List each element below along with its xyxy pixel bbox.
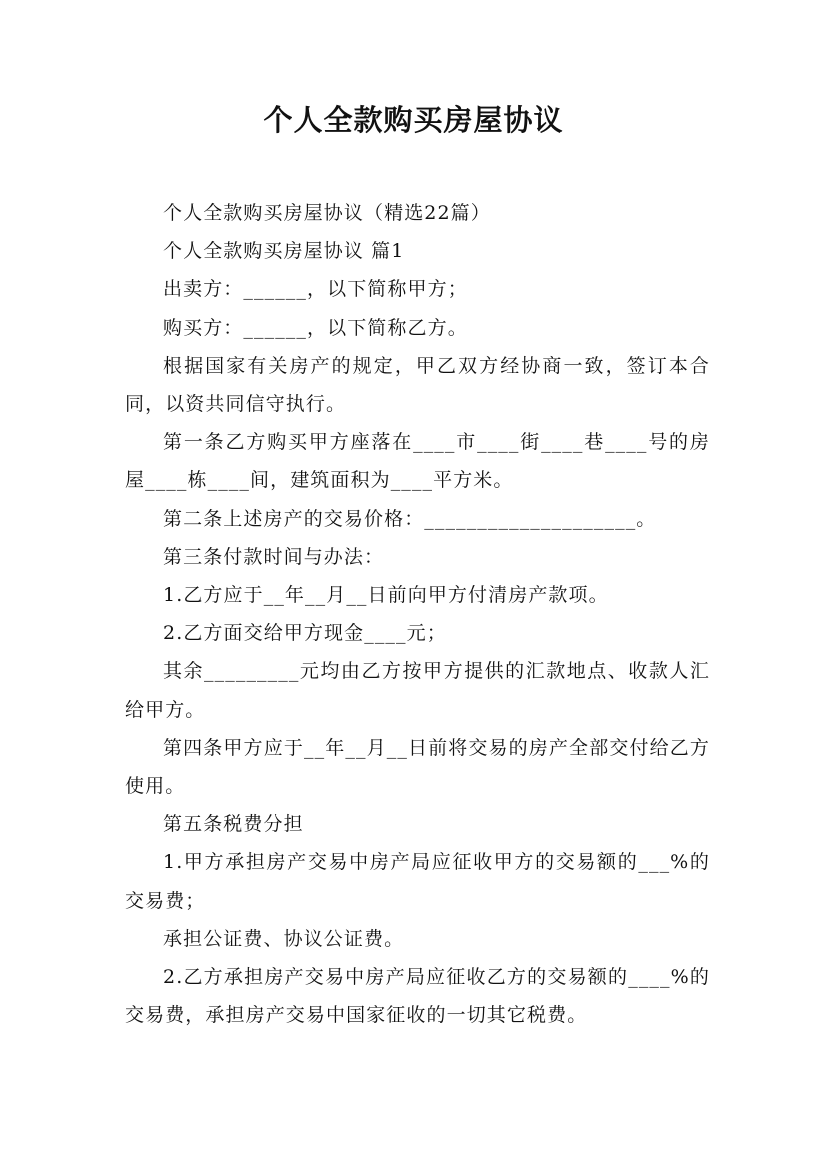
paragraph-section-heading: 个人全款购买房屋协议 篇1	[163, 240, 405, 263]
paragraph-preamble: 根据国家有关房产的规定，甲乙双方经协商一致，签订本合同，以资共同信守执行。	[125, 354, 710, 416]
paragraph-article-3-item-2: 2.乙方面交给甲方现金____元；	[163, 622, 447, 645]
document-title: 个人全款购买房屋协议	[263, 103, 564, 137]
paragraph-subtitle: 个人全款购买房屋协议（精选22篇）	[163, 202, 491, 224]
paragraph-article-5: 第五条税费分担	[163, 813, 304, 836]
paragraph-article-3: 第三条付款时间与办法：	[163, 545, 385, 568]
paragraph-article-5-item-1: 1.甲方承担房产交易中房产局应征收甲方的交易额的___%的交易费；	[125, 851, 710, 912]
paragraph-article-2: 第二条上述房产的交易价格：____________________。	[163, 507, 657, 530]
paragraph-article-3-item-1: 1.乙方应于__年__月__日前向甲方付清房产款项。	[163, 584, 609, 607]
paragraph-article-4: 第四条甲方应于__年__月__日前将交易的房产全部交付给乙方使用。	[125, 736, 710, 798]
paragraph-article-5-item-2: 2.乙方承担房产交易中房产局应征收乙方的交易额的____%的交易费，承担房产交易中国家征收的一切其它税费。	[125, 966, 710, 1027]
paragraph-article-3-remainder: 其余_________元均由乙方按甲方提供的汇款地点、收款人汇给甲方。	[125, 660, 710, 721]
paragraph-buyer: 购买方：______，以下简称乙方。	[163, 316, 468, 339]
paragraph-article-5-notary: 承担公证费、协议公证费。	[163, 927, 405, 950]
paragraph-seller: 出卖方：______，以下简称甲方；	[163, 278, 468, 301]
paragraph-article-1: 第一条乙方购买甲方座落在____市____街____巷____号的房屋____栋____间，建筑面积为____平方米。	[125, 431, 710, 492]
document-body	[125, 194, 710, 1034]
